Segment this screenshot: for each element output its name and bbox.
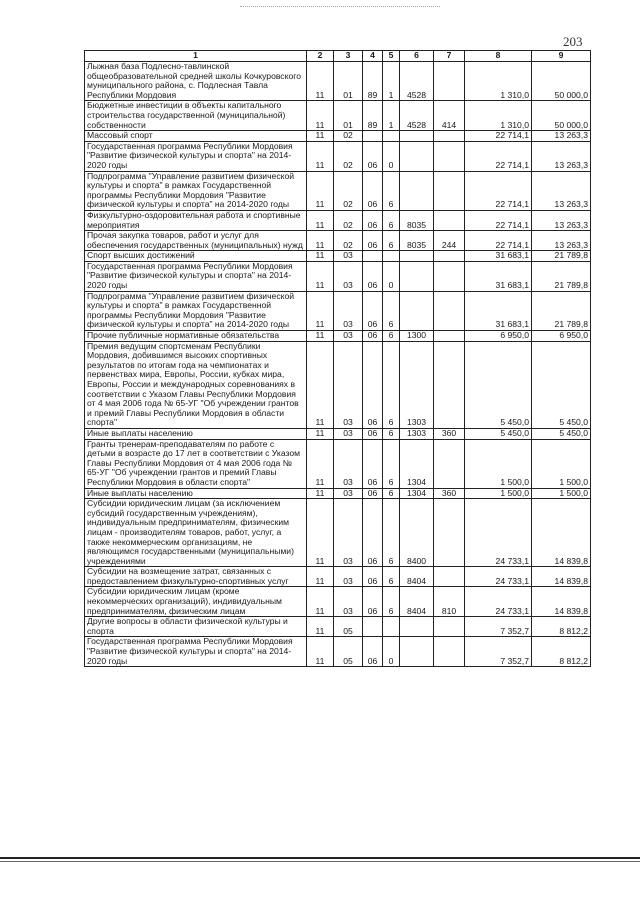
row-name-cell: Иные выплаты населению: [85, 488, 307, 499]
amount-col8-cell: 5 450,0: [465, 341, 532, 428]
row-name-cell: Прочие публичные нормативные обязательства: [85, 331, 307, 342]
table-row: [85, 439, 591, 488]
table-row: [85, 261, 591, 291]
code-pr-cell: 06: [363, 291, 383, 330]
row-name-cell: Лыжная база Подлесно-тавлинской общеобразовательной средней школы Кочкуровского муниципального района, с. Подлесная Тавла Республики Мордовия: [85, 62, 307, 101]
amount-col9-cell: 21 789,8: [532, 261, 591, 291]
code-gr-cell: 11: [307, 428, 334, 439]
column-header: 3: [334, 51, 363, 62]
code-sub-cell: [383, 617, 400, 637]
table-row: [85, 341, 591, 428]
row-name-cell: Физкультурно-оздоровительная работа и спортивные мероприятия: [85, 210, 307, 230]
code-gr-cell: 11: [307, 62, 334, 101]
code-rz-cell: 03: [334, 499, 363, 567]
column-header: 8: [465, 51, 532, 62]
code-pr-cell: 06: [363, 567, 383, 587]
code-rz-cell: 03: [334, 567, 363, 587]
code-sub-cell: [383, 251, 400, 262]
amount-col9-cell: 1 500,0: [532, 488, 591, 499]
code-vr-cell: 360: [434, 428, 465, 439]
table-row: [85, 291, 591, 330]
page-number: 203: [563, 34, 583, 49]
row-name-cell: Субсидии юридическим лицам (за исключением субсидий государственным учреждениям), индивидуальным предпринимателям, физическим лицам - производителям товаров, работ, услуг, а также некоммерческим организациям, не являющимся государственными (муниципальными) учреждениями: [85, 499, 307, 567]
code-csr-cell: [400, 617, 434, 637]
code-csr-cell: 1303: [400, 428, 434, 439]
code-vr-cell: [434, 341, 465, 428]
code-rz-cell: 05: [334, 617, 363, 637]
code-rz-cell: 03: [334, 261, 363, 291]
code-rz-cell: 03: [334, 331, 363, 342]
code-vr-cell: [434, 331, 465, 342]
code-vr-cell: [434, 617, 465, 637]
code-gr-cell: 11: [307, 131, 334, 142]
code-sub-cell: 6: [383, 210, 400, 230]
row-name-cell: Другие вопросы в области физической культуры и спорта: [85, 617, 307, 637]
row-name-cell: Субсидии на возмещение затрат, связанных с предоставлением физкультурно-спортивных услуг: [85, 567, 307, 587]
code-vr-cell: [434, 567, 465, 587]
code-pr-cell: 06: [363, 141, 383, 171]
code-csr-cell: 1303: [400, 341, 434, 428]
code-pr-cell: 06: [363, 210, 383, 230]
code-rz-cell: 03: [334, 428, 363, 439]
amount-col8-cell: 31 683,1: [465, 251, 532, 262]
amount-col8-cell: 24 733,1: [465, 567, 532, 587]
code-csr-cell: 1304: [400, 488, 434, 499]
code-vr-cell: 810: [434, 587, 465, 617]
amount-col8-cell: 24 733,1: [465, 587, 532, 617]
code-gr-cell: 11: [307, 210, 334, 230]
code-vr-cell: 244: [434, 231, 465, 251]
code-sub-cell: 6: [383, 587, 400, 617]
code-rz-cell: 03: [334, 488, 363, 499]
code-vr-cell: [434, 251, 465, 262]
code-csr-cell: [400, 131, 434, 142]
code-pr-cell: 06: [363, 171, 383, 210]
amount-col8-cell: 1 310,0: [465, 101, 532, 131]
amount-col8-cell: 7 352,7: [465, 637, 532, 667]
code-sub-cell: 0: [383, 141, 400, 171]
code-sub-cell: 0: [383, 261, 400, 291]
code-pr-cell: 06: [363, 488, 383, 499]
code-vr-cell: [434, 261, 465, 291]
column-header: 7: [434, 51, 465, 62]
code-pr-cell: 06: [363, 428, 383, 439]
code-sub-cell: 6: [383, 331, 400, 342]
row-name-cell: Подпрограмма "Управление развитием физической культуры и спорта" в рамках Государственной программы Республики Мордовия "Развитие физической культуры и спорта" на 2014-2020 годы: [85, 291, 307, 330]
amount-col8-cell: 22 714,1: [465, 171, 532, 210]
code-gr-cell: 11: [307, 617, 334, 637]
column-header: 1: [85, 51, 307, 62]
code-vr-cell: [434, 439, 465, 488]
code-vr-cell: 414: [434, 101, 465, 131]
code-vr-cell: [434, 62, 465, 101]
column-header: 6: [400, 51, 434, 62]
code-rz-cell: 02: [334, 131, 363, 142]
code-gr-cell: 11: [307, 499, 334, 567]
table-row: [85, 331, 591, 342]
code-gr-cell: 11: [307, 331, 334, 342]
table-row: [85, 251, 591, 262]
table-row: [85, 488, 591, 499]
table-row: [85, 131, 591, 142]
code-csr-cell: 1304: [400, 439, 434, 488]
code-gr-cell: 11: [307, 488, 334, 499]
page-bottom-rule: [0, 857, 640, 859]
code-vr-cell: [434, 291, 465, 330]
code-rz-cell: 03: [334, 439, 363, 488]
code-csr-cell: [400, 251, 434, 262]
budget-table: [84, 50, 591, 667]
code-vr-cell: [434, 141, 465, 171]
code-rz-cell: 03: [334, 341, 363, 428]
code-csr-cell: 4528: [400, 62, 434, 101]
row-name-cell: Государственная программа Республики Мордовия "Развитие физической культуры и спорта" на 2014-2020 годы: [85, 637, 307, 667]
code-csr-cell: [400, 141, 434, 171]
amount-col9-cell: 13 263,3: [532, 141, 591, 171]
amount-col8-cell: 31 683,1: [465, 291, 532, 330]
table-row: [85, 101, 591, 131]
row-name-cell: Прочая закупка товаров, работ и услуг для обеспечения государственных (муниципальных) нужд: [85, 231, 307, 251]
amount-col8-cell: 5 450,0: [465, 428, 532, 439]
code-csr-cell: 8035: [400, 210, 434, 230]
code-pr-cell: 06: [363, 499, 383, 567]
code-rz-cell: 02: [334, 231, 363, 251]
code-vr-cell: [434, 210, 465, 230]
code-sub-cell: 1: [383, 101, 400, 131]
code-pr-cell: [363, 131, 383, 142]
amount-col9-cell: 21 789,8: [532, 291, 591, 330]
code-pr-cell: 06: [363, 439, 383, 488]
code-rz-cell: 02: [334, 210, 363, 230]
row-name-cell: Субсидии юридическим лицам (кроме некоммерческих организаций), индивидуальным предпринимателям, физическим лицам: [85, 587, 307, 617]
amount-col8-cell: 6 950,0: [465, 331, 532, 342]
code-csr-cell: [400, 171, 434, 210]
table-row: [85, 141, 591, 171]
column-header: 2: [307, 51, 334, 62]
code-sub-cell: 6: [383, 488, 400, 499]
code-pr-cell: 06: [363, 341, 383, 428]
code-rz-cell: 02: [334, 141, 363, 171]
code-sub-cell: 0: [383, 637, 400, 667]
page-bottom-rule-thin: [0, 861, 640, 862]
amount-col9-cell: 21 789,8: [532, 251, 591, 262]
code-pr-cell: 06: [363, 637, 383, 667]
table-row: [85, 567, 591, 587]
column-header: 4: [363, 51, 383, 62]
code-sub-cell: 6: [383, 499, 400, 567]
code-rz-cell: 05: [334, 637, 363, 667]
row-name-cell: Бюджетные инвестиции в объекты капитального строительства государственной (муниципальной) собственности: [85, 101, 307, 131]
code-pr-cell: 06: [363, 331, 383, 342]
code-pr-cell: 06: [363, 587, 383, 617]
table-body: [85, 62, 591, 667]
amount-col8-cell: 22 714,1: [465, 210, 532, 230]
code-gr-cell: 11: [307, 341, 334, 428]
amount-col8-cell: 1 310,0: [465, 62, 532, 101]
amount-col9-cell: 1 500,0: [532, 439, 591, 488]
code-csr-cell: 8400: [400, 499, 434, 567]
code-csr-cell: [400, 637, 434, 667]
code-pr-cell: [363, 617, 383, 637]
code-sub-cell: 6: [383, 428, 400, 439]
code-gr-cell: 11: [307, 171, 334, 210]
amount-col9-cell: 50 000,0: [532, 101, 591, 131]
code-gr-cell: 11: [307, 587, 334, 617]
code-gr-cell: 11: [307, 637, 334, 667]
column-header: 9: [532, 51, 591, 62]
code-csr-cell: [400, 291, 434, 330]
amount-col8-cell: 1 500,0: [465, 439, 532, 488]
code-rz-cell: 03: [334, 251, 363, 262]
code-pr-cell: 89: [363, 101, 383, 131]
amount-col9-cell: 13 263,3: [532, 131, 591, 142]
amount-col9-cell: 13 263,3: [532, 231, 591, 251]
table-row: [85, 231, 591, 251]
code-gr-cell: 11: [307, 567, 334, 587]
code-gr-cell: 11: [307, 231, 334, 251]
code-gr-cell: 11: [307, 141, 334, 171]
table-row: [85, 637, 591, 667]
code-csr-cell: 8404: [400, 587, 434, 617]
code-gr-cell: 11: [307, 261, 334, 291]
code-gr-cell: 11: [307, 251, 334, 262]
amount-col9-cell: 8 812,2: [532, 637, 591, 667]
table-row: [85, 171, 591, 210]
amount-col8-cell: 22 714,1: [465, 231, 532, 251]
code-sub-cell: 6: [383, 171, 400, 210]
code-sub-cell: [383, 131, 400, 142]
code-rz-cell: 02: [334, 171, 363, 210]
code-rz-cell: 03: [334, 587, 363, 617]
row-name-cell: Подпрограмма "Управление развитием физической культуры и спорта" в рамках Государственной программы Республики Мордовия "Развитие физической культуры и спорта" на 2014-2020 годы: [85, 171, 307, 210]
row-name-cell: Гранты тренерам-преподавателям по работе с детьми в возрасте до 17 лет в соответствии с Указом Главы Республики Мордовия от 4 мая 2006 года № 65-УГ "Об учреждении грантов и премий Главы Республики Мордовия в области спорта": [85, 439, 307, 488]
amount-col8-cell: 1 500,0: [465, 488, 532, 499]
code-rz-cell: 03: [334, 291, 363, 330]
amount-col9-cell: 6 950,0: [532, 331, 591, 342]
amount-col8-cell: 31 683,1: [465, 261, 532, 291]
scan-artifact: [240, 6, 440, 10]
amount-col9-cell: 5 450,0: [532, 428, 591, 439]
row-name-cell: Массовый спорт: [85, 131, 307, 142]
row-name-cell: Премия ведущим спортсменам Республики Мордовия, добившимся высоких спортивных результатов по итогам года на чемпионатах и первенствах мира, Европы, России, кубках мира, Европы, России и международных соревнованиях в соответствии с Указом Главы Республики Мордовия от 4 мая 2006 года № 65-УГ "Об учреждении грантов и премий Главы Республики Мордовия в области спорта": [85, 341, 307, 428]
code-pr-cell: [363, 251, 383, 262]
code-csr-cell: 1300: [400, 331, 434, 342]
amount-col9-cell: 14 839,8: [532, 587, 591, 617]
code-gr-cell: 11: [307, 101, 334, 131]
code-sub-cell: 6: [383, 439, 400, 488]
amount-col9-cell: 8 812,2: [532, 617, 591, 637]
code-sub-cell: 6: [383, 231, 400, 251]
table-row: [85, 617, 591, 637]
amount-col8-cell: 22 714,1: [465, 131, 532, 142]
table-row: [85, 62, 591, 101]
code-csr-cell: [400, 261, 434, 291]
amount-col9-cell: 14 839,8: [532, 499, 591, 567]
amount-col9-cell: 14 839,8: [532, 567, 591, 587]
code-vr-cell: [434, 131, 465, 142]
code-vr-cell: [434, 637, 465, 667]
code-sub-cell: 6: [383, 567, 400, 587]
amount-col9-cell: 50 000,0: [532, 62, 591, 101]
amount-col8-cell: 7 352,7: [465, 617, 532, 637]
amount-col9-cell: 13 263,3: [532, 210, 591, 230]
code-vr-cell: [434, 171, 465, 210]
table-row: [85, 428, 591, 439]
amount-col8-cell: 24 733,1: [465, 499, 532, 567]
code-gr-cell: 11: [307, 291, 334, 330]
code-vr-cell: [434, 499, 465, 567]
table-header-row: [85, 51, 591, 62]
code-pr-cell: 89: [363, 62, 383, 101]
row-name-cell: Государственная программа Республики Мордовия "Развитие физической культуры и спорта" на 2014-2020 годы: [85, 261, 307, 291]
code-sub-cell: 6: [383, 291, 400, 330]
code-csr-cell: 4528: [400, 101, 434, 131]
code-sub-cell: 6: [383, 341, 400, 428]
row-name-cell: Государственная программа Республики Мордовия "Развитие физической культуры и спорта" на 2014-2020 годы: [85, 141, 307, 171]
table-row: [85, 587, 591, 617]
amount-col9-cell: 5 450,0: [532, 341, 591, 428]
code-sub-cell: 1: [383, 62, 400, 101]
amount-col9-cell: 13 263,3: [532, 171, 591, 210]
code-csr-cell: 8404: [400, 567, 434, 587]
code-vr-cell: 360: [434, 488, 465, 499]
column-header: 5: [383, 51, 400, 62]
code-pr-cell: 06: [363, 231, 383, 251]
code-csr-cell: 8035: [400, 231, 434, 251]
code-gr-cell: 11: [307, 439, 334, 488]
code-rz-cell: 01: [334, 101, 363, 131]
row-name-cell: Спорт высших достижений: [85, 251, 307, 262]
table-row: [85, 210, 591, 230]
code-pr-cell: 06: [363, 261, 383, 291]
amount-col8-cell: 22 714,1: [465, 141, 532, 171]
table-row: [85, 499, 591, 567]
code-rz-cell: 01: [334, 62, 363, 101]
row-name-cell: Иные выплаты населению: [85, 428, 307, 439]
